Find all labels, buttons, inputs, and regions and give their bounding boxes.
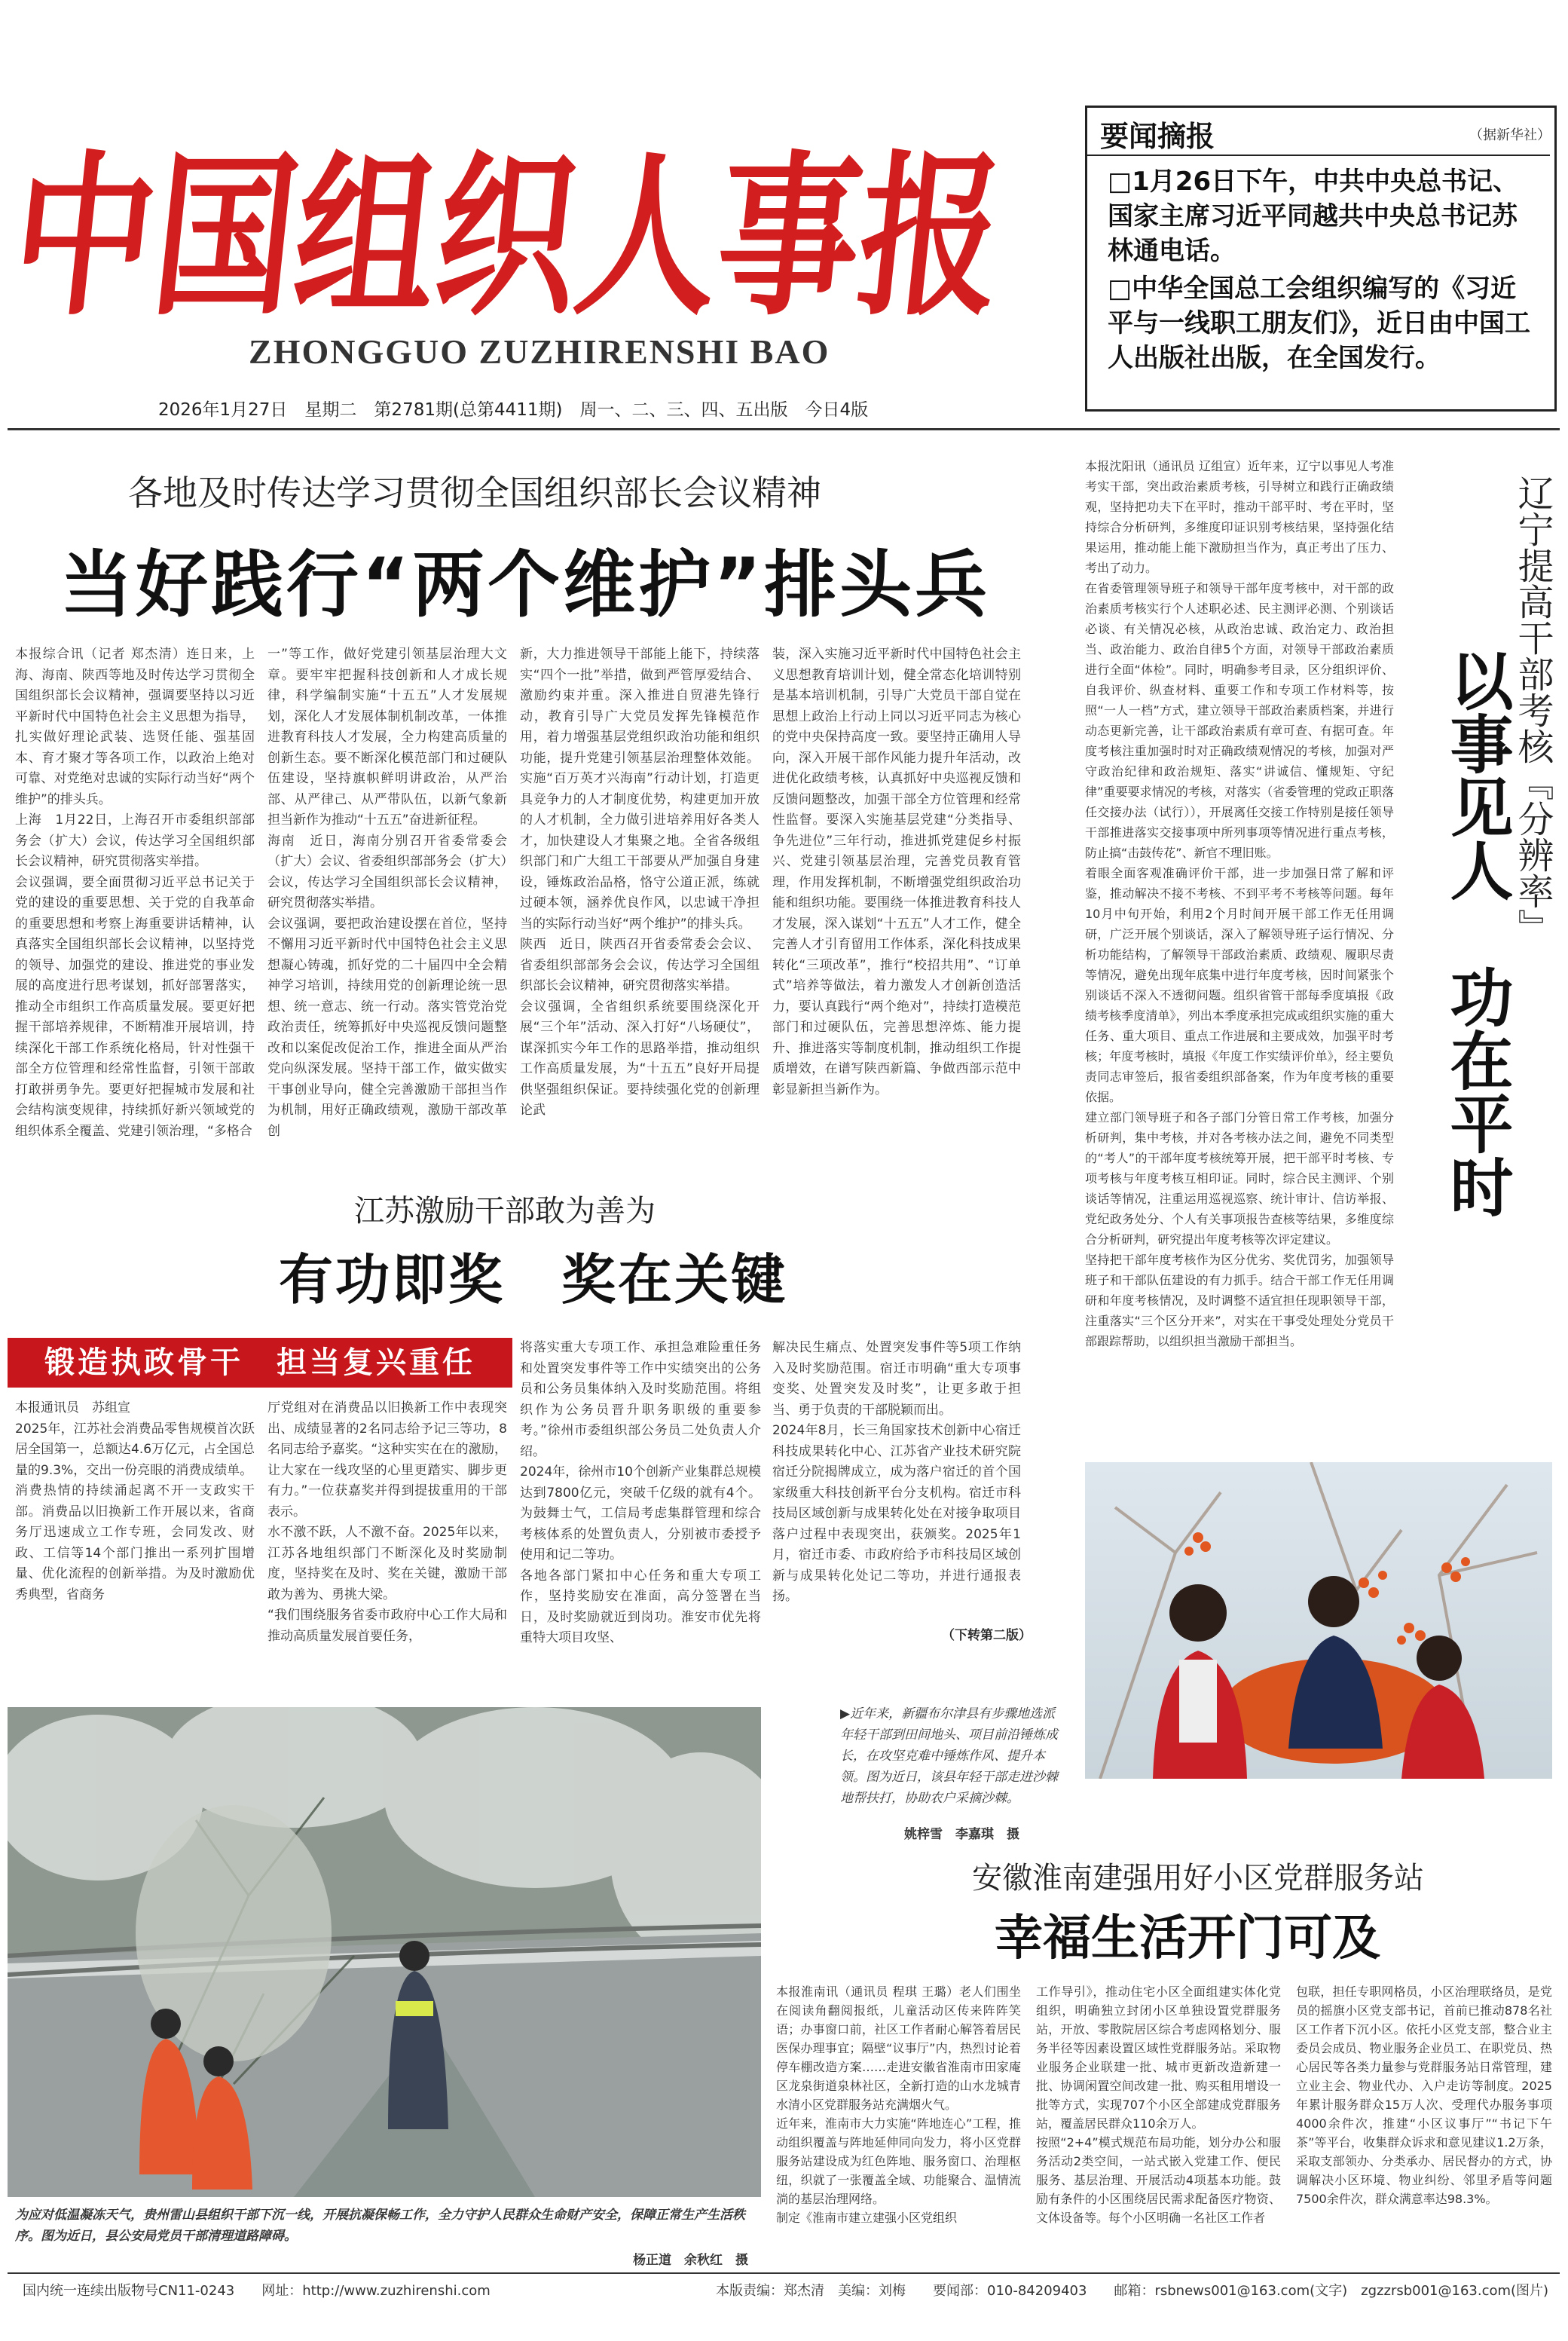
photo-left-caption: 为应对低温凝冻天气，贵州雷山县组织干部下沉一线，开展抗凝保畅工作，全力守护人民群众生命财产安全，保障正常生产生活秩序。图为近日，县公安局党员干部清理道路障碍。 <box>15 2208 745 2244</box>
footer-rule <box>8 2272 1560 2274</box>
footer <box>23 2280 1552 2300</box>
summary-divider <box>1087 155 1550 156</box>
continued-note: （下转第二版） <box>942 1628 1032 1643</box>
slogan-band: 锻造执政骨干 担当复兴重任 <box>8 1338 512 1388</box>
liaoning-kicker: 辽宁提高干部考核『分辨率』 <box>1511 475 1554 945</box>
footer-left: 国内统一连续出版物号CN11-0243 网址：http://www.zuzhirenshi.com <box>23 2283 491 2299</box>
jiangsu-column-3: 将落实重大专项工作、承担急难险重任务和处置突发事件等工作中实绩突出的公务员和公务员集体纳入及时奖励范围。将组织作为公务员晋升职务职级的重要参考。”徐州市委组织部公务员二处负责人介绍。 2024年，徐州市10个创新产业集群总规模达到7800亿元，突破千亿级的就有4个。为鼓舞士气，工信局考虑集群管理和综合考核体系的处置负责人，分别被市委授予使用和记二等功。 各地各部门紧扣中心任务和重大专项工作，坚持奖励安在准面，高分签署在当日，及时奖励就近到岗功。淮安市优先将重特大项目攻坚、 <box>520 1340 761 1645</box>
masthead-title: 中国组织人事报 <box>23 133 1032 339</box>
photo-sea-buckthorn <box>1085 1462 1552 1779</box>
jiangsu-column-4: 解决民生痛点、处置突发事件等5项工作纳入及时奖励范围。宿迁市明确“重大专项事变奖、处置突发及时奖”，让更多敢于担当、勇于负责的干部脱颖而出。 2024年8月，长三角国家技术创新中心宿迁科技成果转化中心、江苏省产业技术研究院宿迁分院揭牌成立，成为落户宿迁的首个国家级重大科技创新平台分支机构。宿迁市科技局区域创新与成果转化处在对接争取项目落户过程中表现突出，获颁奖。2025年1月，宿迁市委、市政府给予市科技局区域创新与成果转化处记二等功，并进行通报表扬。 <box>772 1340 1021 1604</box>
issue-line: 2026年1月27日 星期二 第2781期(总第4411期) 周一、二、三、四、五出版 今日4版 <box>158 400 869 420</box>
photo-icy-road <box>8 1707 761 2197</box>
liaoning-body: 本报沈阳讯（通讯员 辽组宣）近年来，辽宁以事见人考准考实干部，突出政治素质考核，引导树立和践行正确政绩观，坚持把功夫下在平时，推动干部平时、考在平时，坚持综合分析研判，多维度印证识别考核结果，坚持强化结果运用，推动能上能下激励担当作为，真正考出了压力、考出了动力。 在省委管理领导班子和领导干部年度考核中，对干部的政治素质考核实行个人述职必述、民主测评必测、个别谈话必谈、有关情况必核，从政治忠诚、政治定力、政治担当、政治能力、政治自律5个方面，对领导干部政治素质进行全面“体检”。同时，明确参考目录，区分组织评价、自我评价、纵查材料、重要工作和专项工作材料等，按照“一人一档”方式，建立领导干部政治素质档案，并进行动态更新完善，让干部政治素质有章可查、有据可查。年度考核注重加强时时对正确政绩观情况的考核，加强对严守政治纪律和政治规矩、落实“讲诚信、懂规矩、守纪律”重要要求情况的考核，对落实（省委管理的党政正职落任交接办法（试行）），开展离任交接工作特别是接任领导干部推进落实交接事项中所列事项等情况进行重点考核，防止搞“击鼓传花”、新官不理旧账。 着眼全面客观准确评价干部，进一步加强日常了解和评鉴，推动解决不接不考核、不到平考不考核等问题。每年10月中旬开始，利用2个月时间开展干部工作无任用调研，广泛开展个别谈话，深入了解领导班子运行情况、分析功能结构，了解领导干部政治素质、政绩观、履职尽责等情况，避免出现年底集中进行年度考核，因时间紧张个别谈话不深入不透彻问题。组织省管干部每季度填报《政绩考核季度清单》，列出本季度承担完成或组织实施的重大任务、重大项目、重点工作进展和主要成效，加强平时考核；年度考核时，填报《年度工作实绩评价单》，经主要负责同志审签后，报省委组织部备案，作为年度考核的重要依据。 建立部门领导班子和各子部门分管日常工作考核，加强分析研判，集中考核，并对各考核办法之间，避免不同类型的“考人”的干部年度考核统筹开展，把干部平时考核、专项考核与年度考核互相印证。同时，综合民主测评、个别谈话等情况，注重运用巡视巡察、统计审计、信访举报、党纪政务处分、个人有关事项报告查核等结果，多维度综合分析研判，研究提出年度考核等次评定建议。 坚持把干部年度考核作为区分优劣、奖优罚劣，加强领导班子和干部队伍建设的有力抓手。结合干部工作无任用调研和年度考核情况，及时调整不适宜担任现职领导干部，注重落实“三个区分开来”，对实在干事受处理处分党员干部跟踪帮助，以组织担当激励干部担当。 <box>1085 459 1394 1348</box>
summary-source: （据新华社） <box>1469 127 1551 143</box>
lead-column-3: 新，大力推进领导干部能上能下，持续落实“四个一批”举措，做到严管厚爱结合、激励约束并重。深入推进自贸港先锋行动，教育引导广大党员发挥先锋模范作用，着力增强基层党组织政治功能和组织功能，提升党建引领基层治理整体效能。实施“百万英才兴海南”行动计划，打造更具竞争力的人才制度优势，构建更加开放的人才机制，全力做引进培养用好各类人才，加快建设人才集聚之地。全省各级组织部门和广大组工干部要从严加强自身建设，锤炼政治品格，恪守公道正派，练就过硬本领，涵养优良作风，以忠诚干净担当的实际行动当好“两个维护”的排头兵。 陕西 近日，陕西召开省委常委会会议、省委组织部部务会会议，传达学习全国组织部长会议精神，研究贯彻落实举措。 会议强调，全省组织系统要围绕深化开展“三个年”活动、深入打好“八场硬仗”，谋深抓实今年工作的思路举措，推动组织工作高质量发展，为“十五五”良好开局提供坚强组织保证。要持续强化党的创新理论武 <box>520 647 760 1118</box>
lead-headline: 当好践行“两个维护”排头兵 <box>60 543 991 627</box>
masthead-logo <box>23 83 1032 339</box>
lead-column-4: 装，深入实施习近平新时代中国特色社会主义思想教育培训计划，健全常态化培训特别是基本培训机制，引导广大党员干部自觉在思想上政治上行动上同以习近平同志为核心的党中央保持高度一致。要坚持正确用人导向，深入开展干部作风能力提升年活动，改进优化政绩考核，认真抓好中央巡视反馈和反馈问题整改，加强干部全方位管理和经常性监督。要深入实施基层党建“分类指导、争先进位”三年行动，推进抓党建促乡村振兴、党建引领基层治理，完善党员教育管理，作用发挥机制，不断增强党组织政治功能和组织功能。要围绕一体推进教育科技人才发展，深入谋划“十五五”人才工作，健全完善人才引育留用工作体系，深化科技成果转化“三项改革”，推行“校招共用”、“订单式”培养等做法，着力激发人才创新创造活力，要认真践行“两个绝对”，持续打造模范部门和过硬队伍，完善思想淬炼、能力提升、推进落实等制度机制，推动组织工作提质增效，在谱写陕西新篇、争做西部示范中彰显新担当新作为。 <box>772 647 1021 1097</box>
footer-right: 本版责编：郑杰清 美编：刘梅 要闻部：010-84209403 邮箱：rsbnews001@163.com(文字) zgzzrsb001@163.com(图片) <box>716 2283 1549 2299</box>
masthead-roman: ZHONGGUO ZUZHIRENSHI BAO <box>249 332 830 371</box>
photo-right-caption: ▶近年来，新疆布尔津县有步骤地选派年轻干部到田间地头、项目前沿锤炼成长，在攻坚克难中锤炼作风、提升本领。图为近日，该县年轻干部走进沙棘地帮扶打，协助农户采摘沙棘。 <box>840 1706 1058 1806</box>
lead-kicker: 各地及时传达学习贯彻全国组织部长会议精神 <box>128 473 821 513</box>
photo-right-credit: 姚梓雪 李嘉琪 摄 <box>904 1827 1019 1842</box>
anhui-column-1: 本报淮南讯（通讯员 程琪 王璐）老人们围坐在阅读角翻阅报纸，儿童活动区传来阵阵笑语；办事窗口前，社区工作者耐心解答着居民医保办理事宜；隔壁“议事厅”内，热烈讨论着停车棚改造方案……走进安徽省淮南市田家庵区龙泉街道泉林社区，全新打造的山水龙城青水清小区党群服务站充满烟火气。 近年来，淮南市大力实施“阵地连心”工程，推动组织覆盖与阵地延伸同向发力，将小区党群服务站建设成为红色阵地、服务窗口、治理枢纽，织就了一张覆盖全域、功能聚合、温情流淌的基层治理网络。 制定《淮南市建立建强小区党组织 <box>776 1984 1021 2225</box>
anhui-column-2: 工作导引》，推动住宅小区全面组建实体化党组织，明确独立封闭小区单独设置党群服务站，开放、零散院居区综合考虑网格划分、服务半径等因素设置区域性党群服务站。采取物业服务企业联建一批、城市更新改造新建一批、协调闲置空间改建一批、购买租用增设一批等方式，实现707个小区全部建成党群服务站，覆盖居民群众110余万人。 按照“2+4”模式规范布局功能，划分办公和服务活动2类空间，一站式嵌入党建工作、便民服务、基层治理、开展活动4项基本功能。鼓励有条件的小区围绕居民需求配备医疗物资、文体设备等。每个小区明确一名社区工作者 <box>1036 1984 1281 2225</box>
jiangsu-kicker: 江苏激励干部敢为善为 <box>354 1194 656 1229</box>
jiangsu-headline: 有功即奖 奖在关键 <box>279 1247 788 1311</box>
jiangsu-column-2: 厅党组对在消费品以旧换新工作中表现突出、成绩显著的2名同志给予记三等功，8名同志给予嘉奖。“这种实实在在的激励，让大家在一线攻坚的心里更踏实、脚步更有力。”一位获嘉奖并得到提拔重用的干部表示。 水不激不跃，人不激不奋。2025年以来，江苏各地组织部门不断深化及时奖励制度，坚持奖在及时、奖在关键，激励干部敢为善为、勇挑大梁。 “我们围绕服务省委市政府中心工作大局和推动高质量发展首要任务， <box>267 1400 507 1644</box>
photo-left-credit: 杨正道 余秋红 摄 <box>633 2253 748 2268</box>
liaoning-headline: 以事见人 功在平时 <box>1440 648 1514 1218</box>
summary-item-2: □中华全国总工会组织编写的《习近平与一线职工朋友们》，近日由中国工人出版社出版，在全国发行。 <box>1108 274 1530 373</box>
jiangsu-column-1: 本报通讯员 苏组宣 2025年，江苏社会消费品零售规模首次跃居全国第一，总额达4.6万亿元，占全国总量的9.3%，交出一份亮眼的消费成绩单。 消费热情的持续涌起离不开一支政实干部。消费品以旧换新工作开展以来，省商务厅迅速成立工作专班，会同发改、财政、工信等14个部门推出一系列扩围增量、优化流程的创新举措。为及时激励优秀典型，省商务 <box>15 1400 255 1602</box>
anhui-kicker: 安徽淮南建强用好小区党群服务站 <box>972 1861 1424 1896</box>
summary-heading: 要闻摘报 <box>1100 120 1215 153</box>
masthead-rule <box>8 428 1560 430</box>
lead-column-1: 本报综合讯（记者 郑杰清）连日来，上海、海南、陕西等地及时传达学习贯彻全国组织部长会议精神，强调要坚持以习近平新时代中国特色社会主义思想为指导，扎实做好理论武装、选贤任能、强基固本、育才聚才等各项工作，以政治上绝对可靠、对党绝对忠诚的实际行动当好“两个维护”的排头兵。 上海 1月22日，上海召开市委组织部部务会（扩大）会议，传达学习全国组织部长会议精神，研究贯彻落实举措。 会议强调，要全面贯彻习近平总书记关于党的建设的重要思想、关于党的自我革命的重要思想和考察上海重要讲话精神，认真落实全国组织部长会议精神，以坚持党的领导、加强党的建设、推进党的事业发展的高度进行思考谋划，抓好部署落实，推动全市组织工作高质量发展。要更好把握干部培养规律，不断精准开展培训，持续深化干部工作系统化格局，针对性强干部全方位管理和经常性监督，引领干部敢打敢拼勇争先。要更好把握城市发展和社会结构演变规律，持续抓好新兴领域党的组织体系全覆盖、党建引领治理，“多格合 <box>15 647 255 1139</box>
summary-item-1: □1月26日下午，中共中央总书记、国家主席习近平同越共中央总书记苏林通电话。 <box>1108 167 1519 266</box>
masthead-title-block <box>23 83 1032 339</box>
anhui-column-3: 包联，担任专职网格员，小区治理联络员，是党员的摇旗小区党支部书记，首前已推动878名社区工作者下沉小区。依托小区党支部，整合业主委员会成员、物业服务企业员工、在职党员、热心居民等各类力量参与党群服务站日常管理，建立业主会、物业代办、入户走访等制度。2025年累计服务群众15万人次、受理代办服务事项4000余件次，推建“小区议事厅”“书记下午茶”等平台，收集群众诉求和意见建议1.2万条，采取支部领办、分类承办、居民督办的方式，协调解决小区环境、物业纠纷、邻里矛盾等问题7500余件次，群众满意率达98.3%。 <box>1296 1984 1552 2206</box>
anhui-headline: 幸福生活开门可及 <box>995 1910 1380 1966</box>
lead-column-2: 一”等工作，做好党建引领基层治理大文章。要牢牢把握科技创新和人才成长规律，科学编制实施“十五五”人才发展规划，深化人才发展体制机制改革，一体推进教育科技人才发展，全力构建高质量的创新生态。要不断深化模范部门和过硬队伍建设，坚持旗帜鲜明讲政治，从严治部、从严律己、从严带队伍，以新气象新担当新作为推动“十五五”奋进新征程。 海南 近日，海南分别召开省委常委会（扩大）会议、省委组织部部务会（扩大）会议，传达学习全国组织部长会议精神，研究贯彻落实举措。 会议强调，要把政治建设摆在首位，坚持不懈用习近平新时代中国特色社会主义思想凝心铸魂，抓好党的二十届四中全会精神学习培训，持续用党的创新理论统一思想、统一意志、统一行动。落实管党治党政治责任，统筹抓好中央巡视反馈问题整改和以案促改促治工作，推进全面从严治党向纵深发展。坚持干部工作，做实做实干事创业导向，健全完善激励干部担当作为机制，用好正确政绩观，激励干部改革创 <box>267 647 507 1139</box>
